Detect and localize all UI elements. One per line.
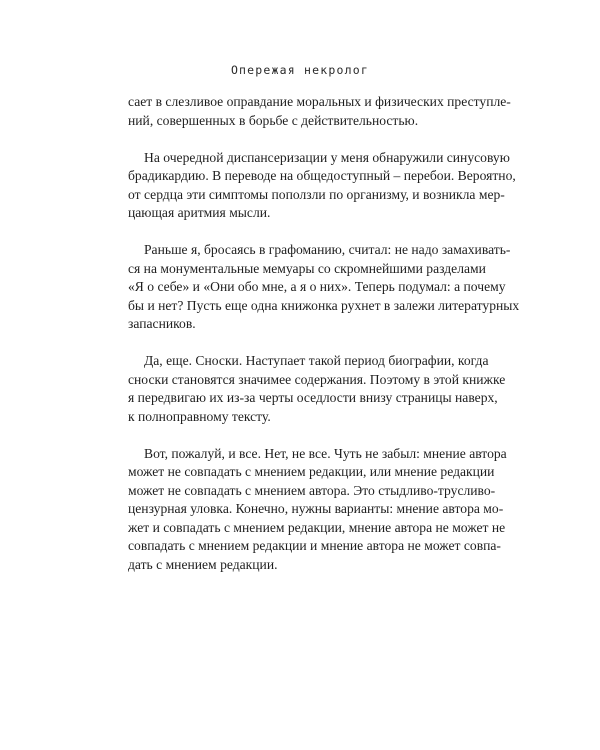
text-line: совпадать с мнением редакции и мнение автора не может совпа-	[128, 538, 501, 553]
text-line: Вот, пожалуй, и все. Нет, не все. Чуть не забыл: мнение автора	[144, 445, 507, 461]
text-line: ний, совершенных в борьбе с действительностью.	[128, 112, 419, 128]
text-line: цающая аритмия мысли.	[128, 205, 271, 220]
text-line: ся на монументальные мемуары со скромнейшими разделами	[128, 260, 486, 276]
running-head: Опережая некролог	[230, 63, 370, 77]
paragraph-1	[128, 93, 511, 130]
text-line: сает в слезливое оправдание моральных и физических преступле-	[128, 94, 511, 109]
text-line: бы и нет? Пусть еще одна книжонка рухнет в залежи литературных	[128, 297, 520, 313]
text-line: цензурная уловка. Конечно, нужны варианты: мнение автора мо-	[128, 501, 504, 516]
paragraph-4	[128, 352, 506, 426]
text-line: я передвигаю их из-за черты оседлости внизу страницы наверх,	[128, 390, 498, 405]
text-line: запасников.	[128, 316, 196, 331]
text-line: сноски становятся значимее содержания. Поэтому в этой книжке	[128, 371, 506, 387]
paragraph-3	[128, 241, 520, 334]
text-line: Да, еще. Сноски. Наступает такой период биографии, когда	[144, 353, 489, 368]
text-line: от сердца эти симптомы поползли по организму, и возникла мер-	[128, 186, 505, 202]
text-line: брадикардию. В переводе на общедоступный – перебои. Вероятно,	[128, 168, 516, 183]
text-line: может не совпадать с мнением автора. Это стыдливо-трусливо-	[128, 482, 496, 498]
text-line: может не совпадать с мнением редакции, или мнение редакции	[128, 464, 495, 479]
paragraph-2	[128, 149, 516, 223]
text-line: Раньше я, бросаясь в графоманию, считал: не надо замахивать-	[144, 242, 511, 257]
body-text	[128, 93, 520, 593]
text-line: к полноправному тексту.	[128, 408, 271, 424]
paragraph-5	[128, 445, 507, 575]
text-line: жет и совпадать с мнением редакции, мнение автора не может не	[128, 519, 506, 535]
text-line: дать с мнением редакции.	[128, 556, 278, 572]
text-line: На очередной диспансеризации у меня обнаружили синусовую	[144, 149, 510, 165]
text-line: «Я о себе» и «Они обо мне, а я о них». Теперь подумал: а почему	[128, 279, 506, 294]
